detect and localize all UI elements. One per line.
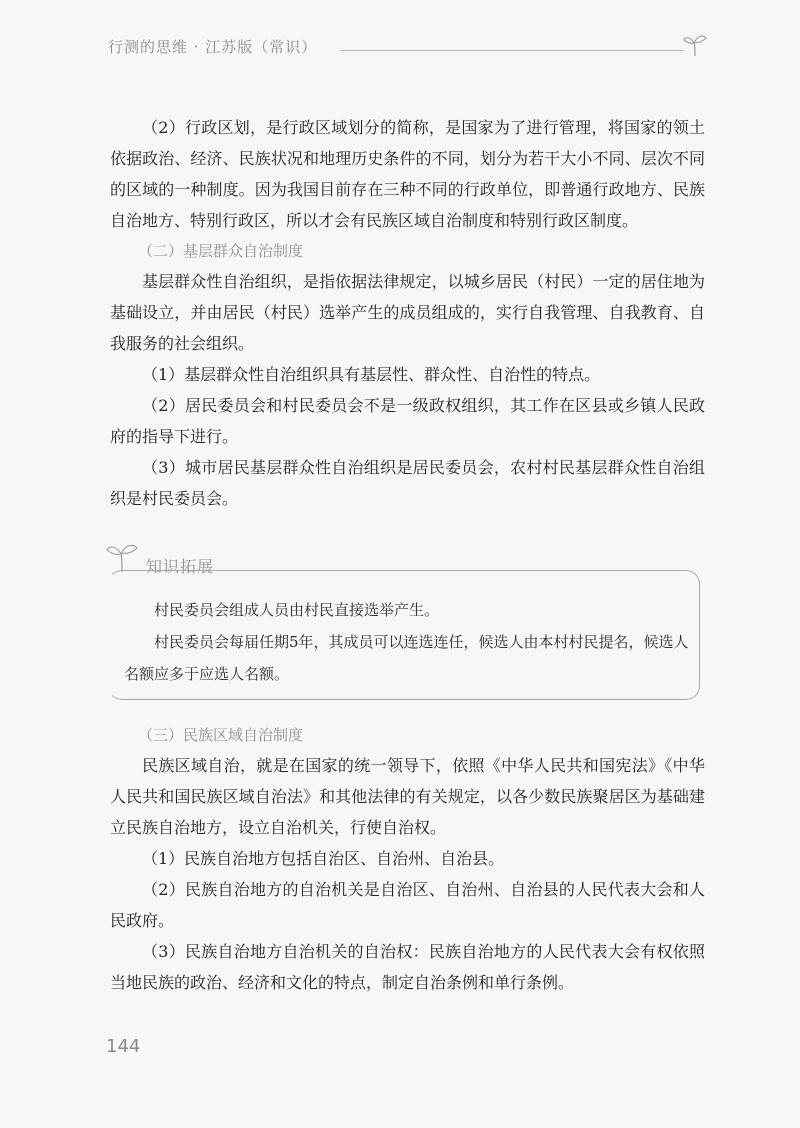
- page-number: 144: [106, 1036, 141, 1057]
- knowledge-box-content: [124, 594, 696, 690]
- section-heading-ethnic: （三）民族区域自治制度: [138, 726, 304, 744]
- ethnic-item-3: （3）民族自治地方自治机关的自治权：民族自治地方的人民代表大会有权依照当地民族的政治、经济和文化的特点，制定自治条例和单行条例。: [110, 942, 705, 992]
- grassroots-item-2: （2）居民委员会和村民委员会不是一级政权组织，其工作在区县或乡镇人民政府的指导下进行。: [110, 396, 705, 446]
- header-rule: [340, 50, 684, 51]
- page-header: [108, 32, 708, 62]
- sprout-icon: [682, 32, 708, 58]
- sprout-icon: [104, 540, 140, 574]
- knowledge-box: [104, 540, 704, 702]
- section-heading-grassroots: （二）基层群众自治制度: [138, 242, 304, 260]
- ethnic-item-2: （2）民族自治地方的自治机关是自治区、自治州、自治县的人民代表大会和人民政府。: [110, 880, 705, 930]
- paragraph-grassroots-intro: 基层群众性自治组织，是指依据法律规定，以城乡居民（村民）一定的居住地为基础设立，并由居民（村民）选举产生的成员组成的，实行自我管理、自我教育、自我服务的社会组织。: [110, 272, 705, 353]
- paragraph-admin-division: （2）行政区划，是行政区域划分的简称，是国家为了进行管理，将国家的领土依据政治、经济、民族状况和地理历史条件的不同，划分为若干大小不同、层次不同的区域的一种制度。因为我国目前存在三种不同的行政单位，即普通行政地方、民族自治地方、特别行政区，所以才会有民族区域自治制度和特别行政区制度。: [110, 118, 705, 230]
- ethnic-item-1: （1）民族自治地方包括自治区、自治州、自治县。: [142, 849, 505, 868]
- knowledge-box-title: 知识拓展: [146, 557, 215, 576]
- knowledge-line-1: 村民委员会组成人员由村民直接选举产生。: [154, 601, 440, 619]
- lower-content: [110, 720, 705, 998]
- upper-content: [110, 112, 705, 514]
- grassroots-item-3: （3）城市居民基层群众性自治组织是居民委员会，农村村民基层群众性自治组织是村民委员会。: [110, 458, 705, 508]
- knowledge-line-2: 村民委员会每届任期5年，其成员可以连选连任，候选人由本村村民提名，候选人名额应多于应选人名额。: [124, 633, 689, 683]
- grassroots-item-1: （1）基层群众性自治组织具有基层性、群众性、自治性的特点。: [142, 365, 601, 384]
- paragraph-ethnic-intro: 民族区域自治，就是在国家的统一领导下，依照《中华人民共和国宪法》《中华人民共和国民族区域自治法》和其他法律的有关规定，以各少数民族聚居区为基础建立民族自治地方，设立自治机关，行使自治权。: [110, 756, 705, 837]
- header-title: 行测的思维 · 江苏版（常识）: [108, 38, 318, 56]
